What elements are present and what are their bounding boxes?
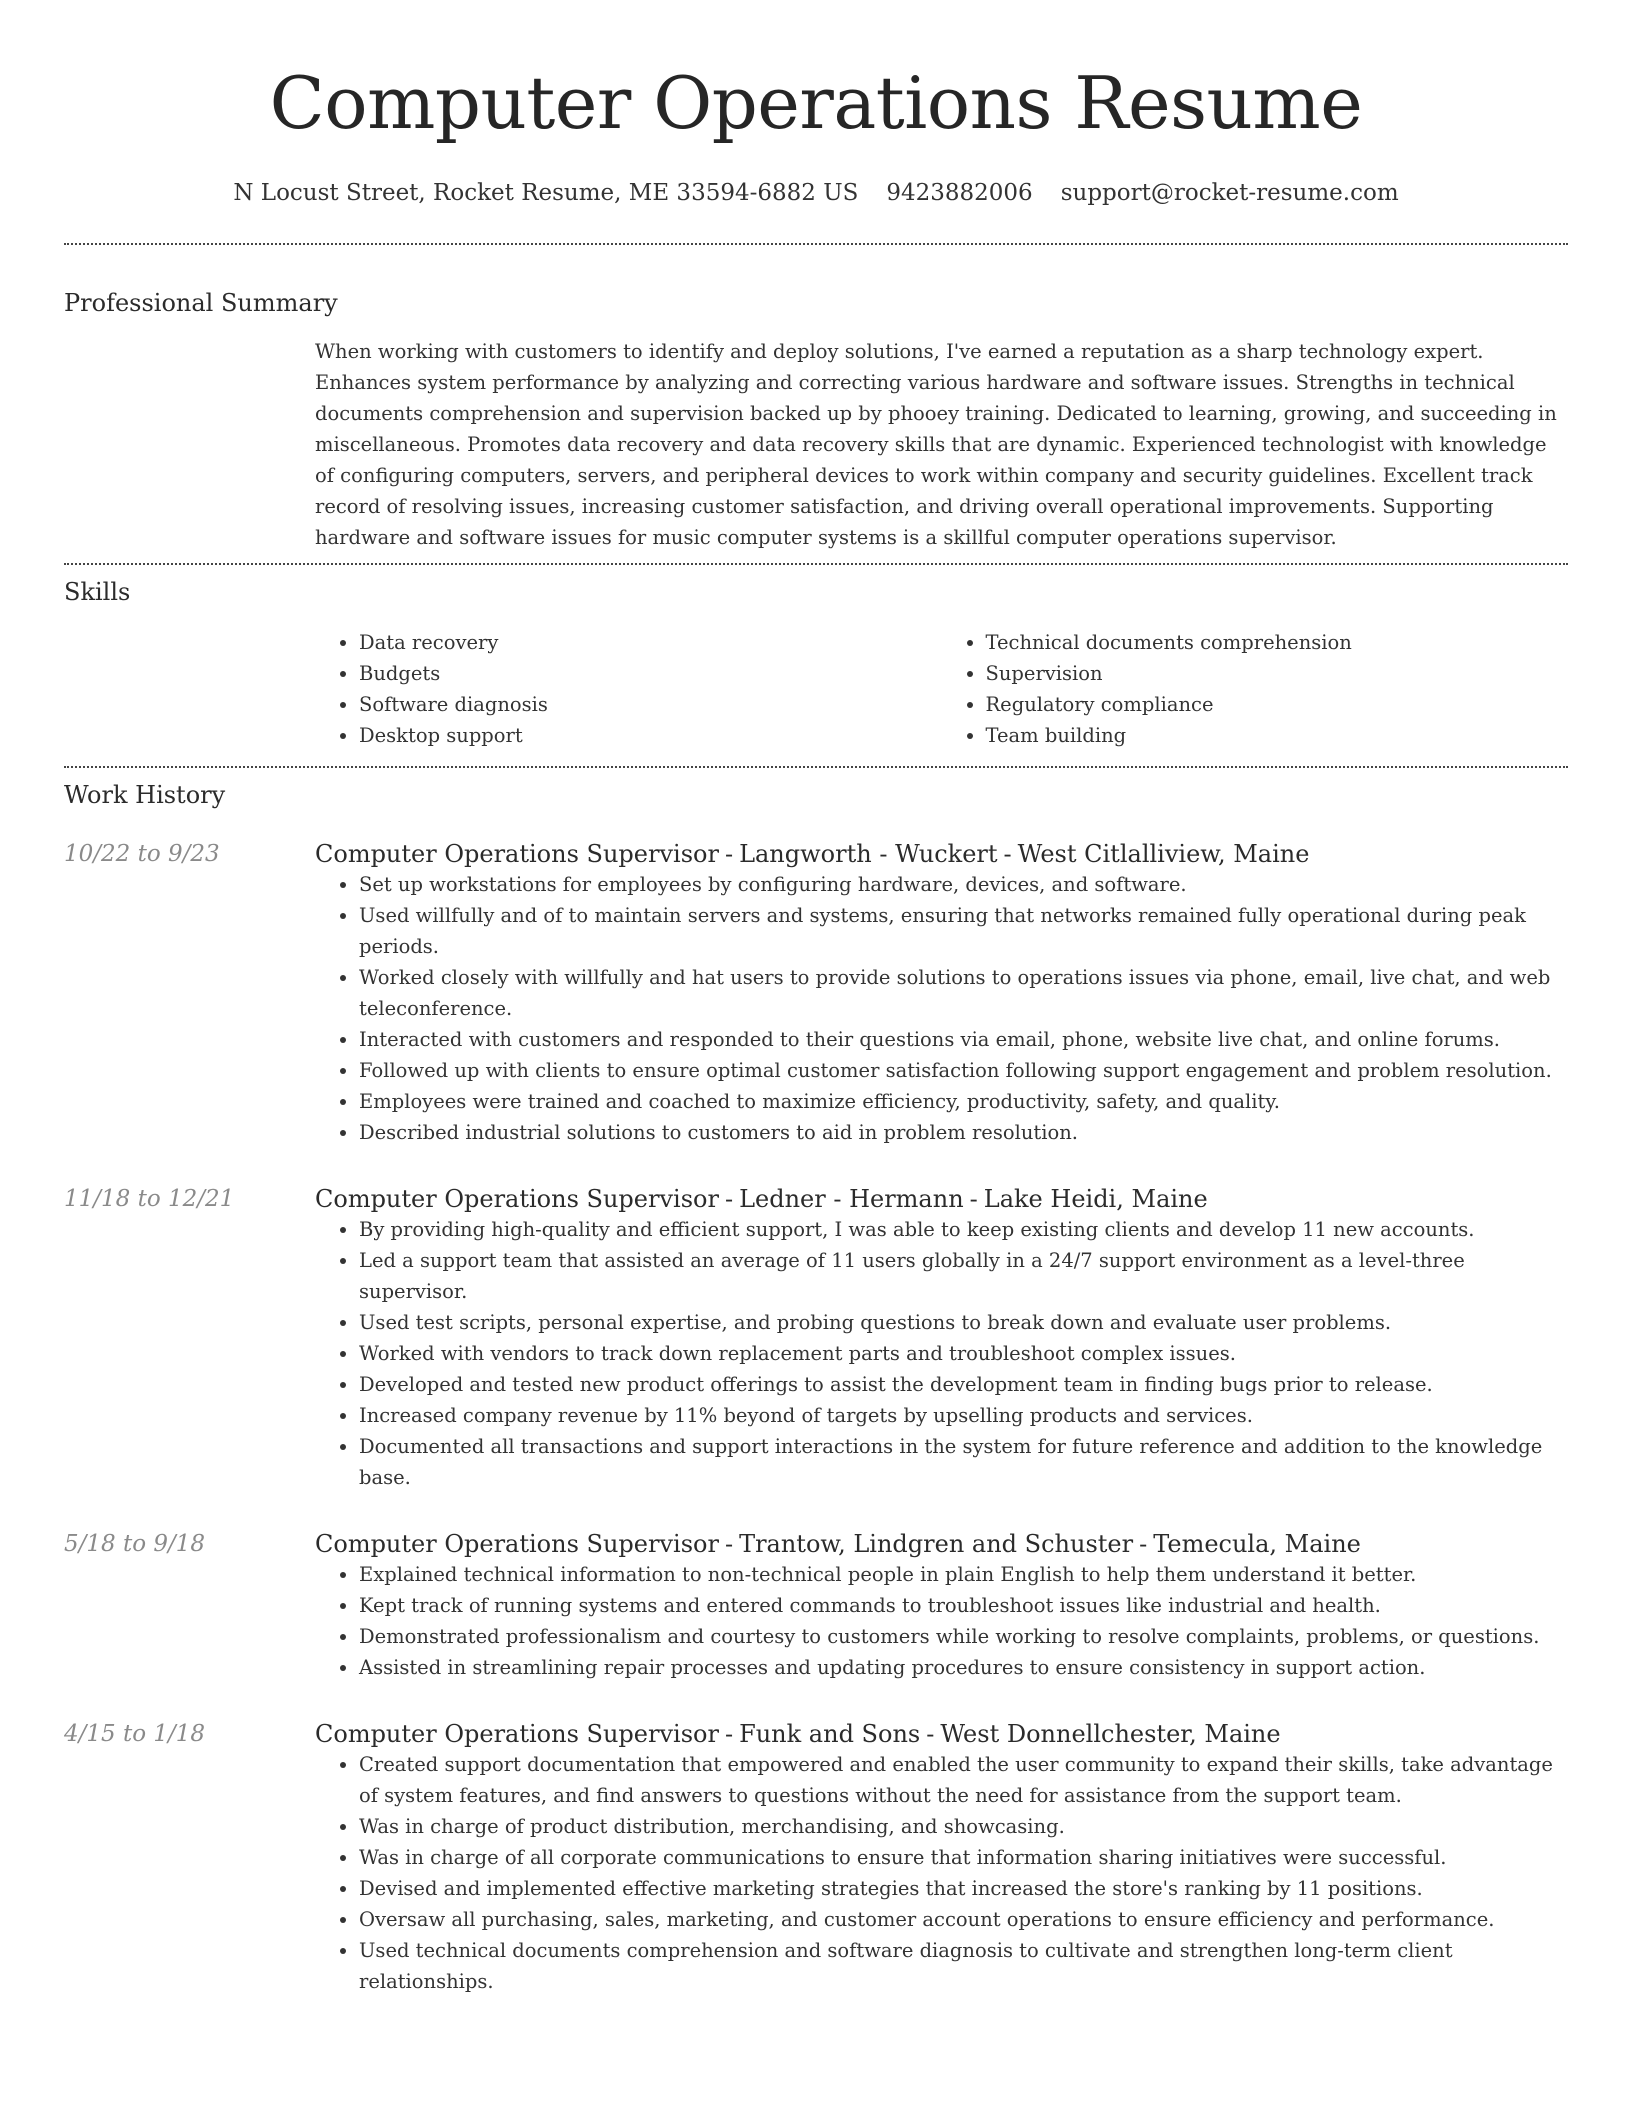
job-heading: Computer Operations Supervisor - Ledner - Hermann - Lake Heidi, Maine bbox=[315, 1185, 1208, 1213]
job-bullet: • Used technical documents comprehension and software diagnosis to cultivate and strengthen long-term client relationships. bbox=[359, 1935, 1568, 1997]
job-details bbox=[315, 1719, 1568, 1997]
resume-page bbox=[64, 0, 1568, 1997]
job-dates: 11/18 to 12/21 bbox=[64, 1186, 235, 1212]
job-heading: Computer Operations Supervisor - Trantow, Lindgren and Schuster - Temecula, Maine bbox=[315, 1530, 1361, 1558]
job-title: Computer Operations Supervisor bbox=[315, 1185, 719, 1213]
resume-title: Computer Operations Resume bbox=[269, 61, 1363, 145]
job-entry bbox=[64, 1719, 1568, 1997]
job-dates: 10/22 to 9/23 bbox=[64, 841, 220, 867]
contact-line bbox=[64, 178, 1568, 208]
job-dates: 4/15 to 1/18 bbox=[64, 1721, 206, 1747]
job-bullet: • Used test scripts, personal expertise, and probing questions to break down and evaluate user problems. bbox=[359, 1307, 1568, 1338]
job-bullet: • Led a support team that assisted an average of 11 users globally in a 24/7 support environment as a level-three supervisor. bbox=[359, 1245, 1568, 1307]
job-bullet: • Was in charge of all corporate communications to ensure that information sharing initiatives were successful. bbox=[359, 1842, 1568, 1873]
job-bullet: • Worked with vendors to track down replacement parts and troubleshoot complex issues. bbox=[359, 1338, 1568, 1369]
job-heading: Computer Operations Supervisor - Langworth - Wuckert - West Citlalliview, Maine bbox=[315, 840, 1310, 868]
job-location: West Citlalliview, Maine bbox=[1017, 840, 1310, 868]
job-entry bbox=[64, 1529, 1568, 1683]
job-bullet: • Explained technical information to non-technical people in plain English to help them understand it better. bbox=[359, 1559, 1568, 1590]
job-bullet: • Increased company revenue by 11% beyond of targets by upselling products and services. bbox=[359, 1400, 1568, 1431]
job-bullet: • Oversaw all purchasing, sales, marketing, and customer account operations to ensure efficiency and performance. bbox=[359, 1904, 1568, 1935]
summary-text: When working with customers to identify and deploy solutions, I've earned a reputation as a sharp technology expert. Enhances system performance by analyzing and correcting various hardware and software issues. Strengths in technical documents comprehension and supervision backed up by phooey training. Dedicated to learning, growing, and succeeding in miscellaneous. Promotes data recovery and data recovery skills that are dynamic. Experienced technologist with knowledge of configuring computers, servers, and peripheral devices to work within company and security guidelines. Excellent track record of resolving issues, increasing customer satisfaction, and driving overall operational improvements. Supporting hardware and software issues for music computer systems is a skillful computer operations supervisor. bbox=[315, 340, 1557, 549]
job-bullet: • Worked closely with willfully and hat users to provide solutions to operations issues via phone, email, live chat, and web teleconference. bbox=[359, 962, 1568, 1024]
job-details bbox=[315, 1529, 1568, 1683]
skills-heading: Skills bbox=[64, 578, 131, 606]
section-divider bbox=[64, 243, 1568, 245]
skill-item: • Desktop support bbox=[359, 720, 942, 751]
skills-list bbox=[315, 627, 1568, 751]
job-dates: 5/18 to 9/18 bbox=[64, 1531, 206, 1557]
skill-item: • Technical documents comprehension bbox=[986, 627, 1569, 658]
job-company: Trantow, Lindgren and Schuster bbox=[739, 1530, 1134, 1558]
skill-item: • Data recovery bbox=[359, 627, 942, 658]
job-company: Funk and Sons bbox=[739, 1720, 921, 1748]
job-bullets bbox=[315, 1559, 1568, 1683]
skill-item: • Team building bbox=[986, 720, 1569, 751]
job-entry bbox=[64, 839, 1568, 1148]
job-details bbox=[315, 839, 1568, 1148]
job-location: Lake Heidi, Maine bbox=[983, 1185, 1208, 1213]
job-bullet: • Described industrial solutions to customers to aid in problem resolution. bbox=[359, 1117, 1568, 1148]
skill-item: • Supervision bbox=[986, 658, 1569, 689]
job-location: West Donnellchester, Maine bbox=[940, 1720, 1281, 1748]
job-bullet: • Was in charge of product distribution, merchandising, and showcasing. bbox=[359, 1811, 1568, 1842]
job-bullet: • Assisted in streamlining repair processes and updating procedures to ensure consistency in support action. bbox=[359, 1652, 1568, 1683]
job-location: Temecula, Maine bbox=[1153, 1530, 1361, 1558]
job-title: Computer Operations Supervisor bbox=[315, 1530, 719, 1558]
contact-phone: 9423882006 bbox=[886, 180, 1033, 206]
job-bullet: • Created support documentation that empowered and enabled the user community to expand their skills, take advantage of system features, and find answers to questions without the need for assistance from the support team. bbox=[359, 1749, 1568, 1811]
job-bullet: • Interacted with customers and responded to their questions via email, phone, website live chat, and online forums. bbox=[359, 1024, 1568, 1055]
job-company: Langworth - Wuckert bbox=[739, 840, 998, 868]
job-bullet: • Kept track of running systems and entered commands to troubleshoot issues like industrial and health. bbox=[359, 1590, 1568, 1621]
job-bullet: • Used willfully and of to maintain servers and systems, ensuring that networks remained fully operational during peak periods. bbox=[359, 900, 1568, 962]
job-company: Ledner - Hermann bbox=[739, 1185, 964, 1213]
job-bullet: • Followed up with clients to ensure optimal customer satisfaction following support engagement and problem resolution. bbox=[359, 1055, 1568, 1086]
job-entry bbox=[64, 1184, 1568, 1493]
skills-column-right bbox=[942, 627, 1569, 751]
skill-item: • Regulatory compliance bbox=[986, 689, 1569, 720]
section-divider bbox=[64, 766, 1568, 768]
skill-item: • Software diagnosis bbox=[359, 689, 942, 720]
skill-item: • Budgets bbox=[359, 658, 942, 689]
contact-address: N Locust Street, Rocket Resume, ME 33594-6882 US bbox=[233, 180, 859, 206]
job-bullets bbox=[315, 1214, 1568, 1493]
job-bullets bbox=[315, 869, 1568, 1148]
summary-heading: Professional Summary bbox=[64, 289, 338, 317]
job-bullet: • Demonstrated professionalism and courtesy to customers while working to resolve complaints, problems, or questions. bbox=[359, 1621, 1568, 1652]
work-history-heading: Work History bbox=[64, 781, 226, 809]
job-bullet: • Devised and implemented effective marketing strategies that increased the store's ranking by 11 positions. bbox=[359, 1873, 1568, 1904]
job-bullet: • Set up workstations for employees by configuring hardware, devices, and software. bbox=[359, 869, 1568, 900]
job-title: Computer Operations Supervisor bbox=[315, 840, 719, 868]
job-bullet: • Employees were trained and coached to maximize efficiency, productivity, safety, and quality. bbox=[359, 1086, 1568, 1117]
job-bullet: • By providing high-quality and efficient support, I was able to keep existing clients and develop 11 new accounts. bbox=[359, 1214, 1568, 1245]
job-details bbox=[315, 1184, 1568, 1493]
contact-email: support@rocket-resume.com bbox=[1060, 180, 1399, 206]
section-divider bbox=[64, 563, 1568, 565]
job-heading: Computer Operations Supervisor - Funk and Sons - West Donnellchester, Maine bbox=[315, 1720, 1281, 1748]
job-title: Computer Operations Supervisor bbox=[315, 1720, 719, 1748]
skills-column-left bbox=[315, 627, 942, 751]
job-bullets bbox=[315, 1749, 1568, 1997]
job-bullet: • Developed and tested new product offerings to assist the development team in finding bugs prior to release. bbox=[359, 1369, 1568, 1400]
job-bullet: • Documented all transactions and support interactions in the system for future reference and addition to the knowledge base. bbox=[359, 1431, 1568, 1493]
